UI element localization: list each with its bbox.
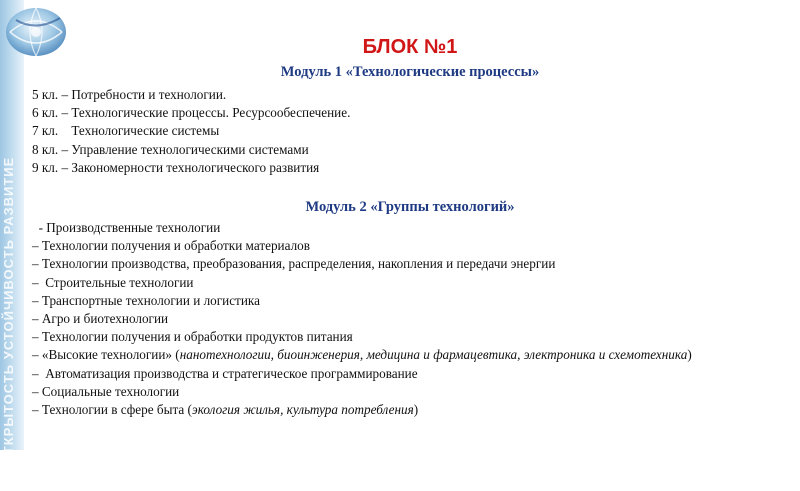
list-item: – Технологии в сфере быта (экология жилья, культура потребления): [32, 402, 419, 418]
list-item: 7 кл. Технологические системы: [32, 123, 220, 139]
list-item: 9 кл. – Закономерности технологического развития: [32, 159, 320, 175]
list-item: – Агро и биотехнологии: [32, 311, 169, 327]
module2-list: [32, 219, 692, 419]
side-banner-text: ОТКРЫТОСТЬ УСТОЙЧИВОСТЬ РАЗВИТИЕ: [1, 156, 16, 466]
module2-heading: Модуль 2 «Группы технологий»: [305, 199, 515, 215]
module1-heading: Модуль 1 «Технологические процессы»: [280, 64, 540, 80]
list-item: – Автоматизация производства и стратегическое программирование: [32, 365, 418, 381]
list-item: – Транспортные технологии и логистика: [32, 292, 260, 308]
list-item: – «Высокие технологии» (нанотехнологии, биоинженерия, медицина и фармацевтика, электроника и схемотехника): [32, 347, 692, 363]
list-item: – Социальные технологии: [32, 383, 180, 399]
list-item: 5 кл. – Потребности и технологии.: [32, 87, 227, 102]
block-title: БЛОК №1: [362, 36, 458, 58]
module1-list: [32, 86, 350, 177]
list-item-note: экология жилья, культура потребления: [191, 402, 414, 418]
list-item: – Технологии производства, преобразования, распределения, накопления и передачи энергии: [32, 256, 556, 272]
list-item-note: нанотехнологии, биоинженерия, медицина и фармацевтика, электроника и схемотехника: [179, 347, 688, 363]
list-item: – Технологии получения и обработки материалов: [32, 238, 310, 254]
list-item: 8 кл. – Управление технологическими системами: [32, 141, 309, 157]
list-item: 6 кл. – Технологические процессы. Ресурсообеспечение.: [32, 105, 351, 121]
list-item: – Технологии получения и обработки продуктов питания: [32, 329, 353, 345]
list-item: – Строительные технологии: [32, 274, 194, 290]
list-item: - Производственные технологии: [32, 220, 221, 235]
